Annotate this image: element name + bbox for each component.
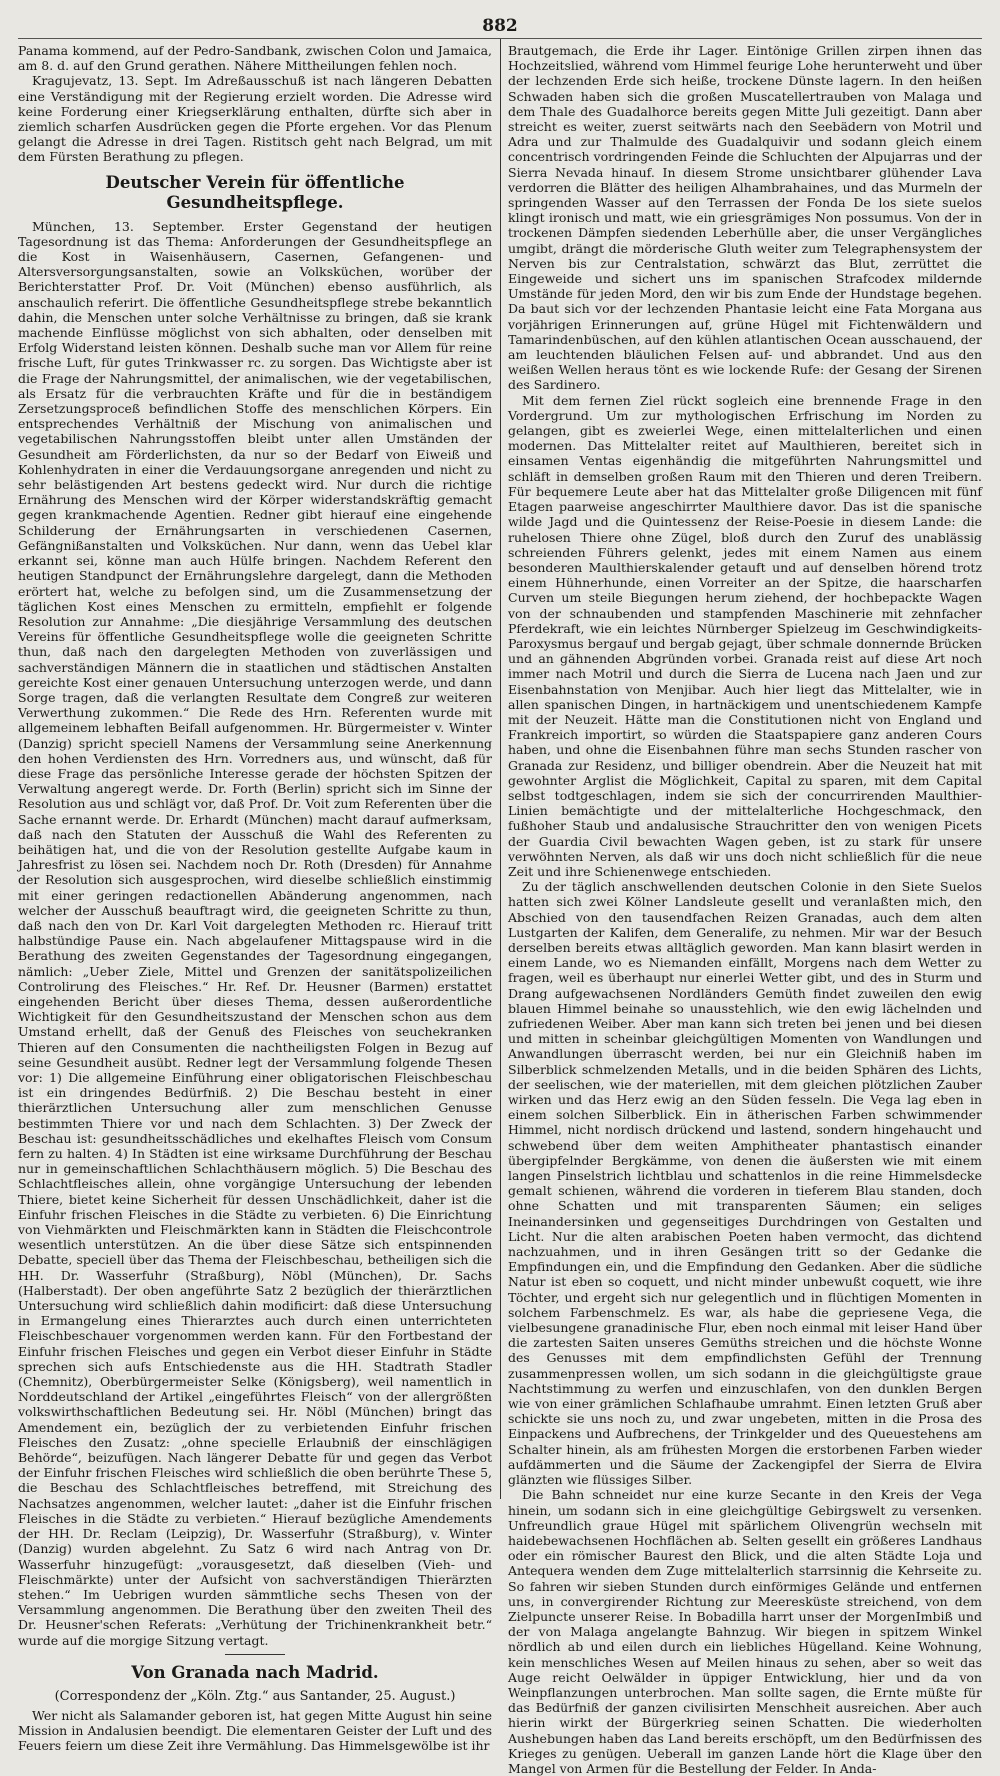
article-paragraph: Zu der täglich anschwellenden deutschen Colonie in den Siete Suelos hatten sich zwei Kölner Landsleute gesellt und veranlaßten mich, den Abschied von den tausendfachen Reizen Granadas, auch dem alten Lustgarten der Kalifen, dem Generalife, zu nehmen. Mir war der Besuch derselben bereits etwas alltäglich geworden. Man kann blasirt werden in einem Lande, wo es Niemanden einfällt, Morgens nach dem Wetter zu fragen, weil es überhaupt nur einerlei Wetter gibt, und des in Sturm und Drang aufgewachsenen Nordländers Gemüth findet zuweilen den ewig blauen Himmel beinahe so unausstehlich, wie den ewig lächelnden und zufriedenen Weiber. Aber man kann sich treten bei jenen und bei diesen und mitten in scheinbar gleichgültigen Momenten von Wandlungen und Anwandlungen überrascht werden, bei nur ein Gleichniß haben im Silberblick schmelzenden Metalls, und in die beiden Sphären des Lichts, der seelischen, wie der materiellen, mit dem gleichen plötzlichen Zauber wirken und das Herz ewig an den Süden fesseln. Die Vega lag eben in einem solchen Silberblick. Ein in ätherischen Farben schwimmender Himmel, nicht nordisch drückend und lastend, sondern hingehaucht und schwebend über dem weiten Amphitheater phantastisch einander übergipfelnder Bergkämme, von denen die äußersten wie mit einem langen Pinselstrich lichtblau und schattenlos in die reine Himmelsdecke gemalt schienen, während die vorderen in tieferem Blau standen, doch ohne Schatten und mit transparenten Säumen; ein seliges Ineinandersinken und gegenseitiges Durchdringen von Gestalten und Licht. Nur die alten arabischen Poeten haben vermocht, das dichtend nachzuahmen, und in ihren Gesängen tritt so der Gedanke die Empfindungen ein, und die Empfindung den Gedanken. Aber die südliche Natur ist eben so coquett, und nicht minder unbewußt coquett, wie ihre Töchter, und ergeht sich nur gelegentlich und in flüchtigen Momenten in solchem Farbenschmelz. Es war, als habe die gepriesene Vega, die vielbesungene granadinische Flur, eben noch einmal mit leiser Hand über die zartesten Saiten unseres Gemüths streichen und die höchste Wonne des Genusses mit dem empfindlichsten Gefühl der Trennung zusammenpressen wollen, um sich sodann in die gleichgültigste graue Nachtstimmung zu werfen und einzuschlafen, von den dunklen Bergen wie von einer grämlichen Schlafhaube umrahmt. Einen letzten Gruß aber schickte sie uns noch zu, und zwar ungebeten, mitten in die Prosa des Einpackens und Aufbrechens, der Trinkgelder und des Queuestehens am Schalter hinein, als am frühesten Morgen die erstorbenen Farben wieder aufdämmerten und die Säume der Zackengipfel der Sierra de Elvira glänzten wie flüssiges Silber. — [508, 879, 982, 1488]
article-paragraph: Brautgemach, die Erde ihr Lager. Eintönige Grillen zirpen ihnen das Hochzeitslied, während vom Himmel feurige Lohe herunterweht und über der lechzenden Erde sich heiße, trockene Dünste lagern. In den heißen Schwaden haben sich die großen Muscatellertrauben von Malaga und dem Thale des Guadalhorce bereits gegen Mitte Juli gezeitigt. Dann aber streicht es weiter, zuerst seitwärts nach den Seebädern von Motril und Adra und zur Thalmulde des Guadalquivir und sodann gleich einem concentrisch vordringenden Feinde die Schluchten der Alpujarras und der Sierra Nevada hinauf. In diesem Strome unsichtbarer glühender Lava verdorren die Blätter des heiligen Alhambrahaines, und das Murmeln der springenden Wasser auf den Terrassen der Fonda De los siete suelos klingt ironisch und matt, wie ein griesgrämiges Non possumus. Von der in trockenen Dämpfen siedenden Leberhülle aber, die unser Vergängliches umgibt, drängt die mörderische Gluth weiter zum Telegraphensystem der Nerven bis zur Centralstation, schwärzt das Blut, zerrüttet die Eingeweide und sichert uns im spanischen Strafcodex mildernde Umstände für jeden Mord, den wir bis zum Ende der Hundstage begehen. Da baut sich vor der lechzenden Phantasie leicht eine Fata Morgana aus vorjährigen Erinnerungen auf, grüne Hügel mit Fichtenwäldern und Tamarindenbüschen, auf den kühlen atlantischen Ocean ausschauend, der am leuchtenden bläulichen Felsen auf- und abbrandet. Und aus den weißen Wellen heraus tönt es wie lockende Rufe: der Gesang der Sirenen des Sardinero. — [508, 43, 982, 393]
section-heading: Von Granada nach Madrid. — [131, 1662, 379, 1682]
column-divider — [500, 39, 501, 1499]
section-heading: Deutscher Verein für öffentliche Gesundheitspflege. — [105, 172, 405, 212]
divider — [225, 1654, 285, 1655]
columns — [18, 38, 982, 1776]
article-paragraph: Mit dem fernen Ziel rückt sogleich eine brennende Frage in den Vordergrund. Um zur mythologischen Erfrischung im Norden zu gelangen, gibt es zweierlei Wege, einen mittelalterlichen und einen modernen. Das Mittelalter reitet auf Maulthieren, bereitet sich in einsamen Ventas eigenhändig die mitgeführten Nahrungsmittel und schläft in demselben großen Raum mit den Thieren und deren Treibern. Für bequemere Leute aber hat das Mittelalter große Diligencen mit fünf Etagen paarweise angeschirrter Maulthiere davor. Das ist die spanische wilde Jagd und die Quintessenz der Reise-Poesie in diesem Lande: die ruhelosen Thiere ohne Zügel, bloß durch den Zuruf des unablässig schreienden Führers gelenkt, jedes mit einem Namen aus einem besonderen Maulthierskalender getauft und auf denselben hörend trotz einem Hühnerhunde, einen Vorreiter an der Spitze, die haarscharfen Curven um steile Biegungen herum ziehend, der hochbepackte Wagen von der schnaubenden und stampfenden Maschinerie mit zehnfacher Pferdekraft, wie ein leichtes Nürnberger Spielzeug im Geschwindigkeits-Paroxysmus bergauf und bergab gejagt, über schmale donnernde Brücken und an gähnenden Abgründen vorbei. Granada reist auf diese Art noch immer nach Motril und durch die Sierra de Lucena nach Jaen und zur Eisenbahnstation von Menjibar. Auch hier liegt das Mittelalter, wie in allen spanischen Dingen, in hartnäckigem und unentschiedenem Kampfe mit der Neuzeit. Hätte man die Constitutionen nicht von England und Frankreich importirt, so würden die Staatspapiere ganz anderen Cours haben, und ohne die Eisenbahnen führe man sechs Stunden rascher von Granada zur Residenz, und billiger obendrein. Aber die Neuzeit hat mit gewohnter Arglist die Möglichkeit, Capital zu sparen, mit dem Capital selbst todtgeschlagen, indem sie sich der concurrirenden Maulthier-Linien bemächtigte und der mittelalterliche Hochgeschmack, den fußhoher Staub und andalusische Strauchritter den von wenigen Picets der Guardia Civil bewachten Wagen geben, ist zu stark für unsere verwöhnten Nerven, als daß wir uns doch nicht schließlich für die neue Zeit und ihre Schienenwege entschieden. — [508, 392, 982, 879]
right-column — [508, 39, 982, 1776]
article-paragraph: München, 13. September. Erster Gegenstand der heutigen Tagesordnung ist das Thema: Anforderungen der Gesundheitspflege an die Kost in Waisenhäusern, Casernen, Gefangenen- und Altersversorgungsanstalten, sowie an Volksküchen, worüber der Berichterstatter Prof. Dr. Voit (München) ebenso ausführlich, als anschaulich referirt. Die öffentliche Gesundheitspflege strebe bekanntlich dahin, die Menschen unter solche Verhältnisse zu bringen, daß sie krank machende Einflüsse möglichst von sich abhalten, oder denselben mit Erfolg Widerstand leisten können. Deshalb suche man vor Allem für reine frische Luft, für gutes Trinkwasser rc. zu sorgen. Das Wichtigste aber ist die Frage der Nahrungsmittel, der animalischen, wie der vegetabilischen, als Ersatz für die verbrauchten Kräfte und für die in beständigem Zersetzungsproceß befindlichen Stoffe des menschlichen Körpers. Ein entsprechendes Verhältniß der Mischung von animalischen und vegetabilischen Nahrungsstoffen bleibt unter allen Umständen der Gesundheit am Förderlichsten, da nur so der Bedarf von Eiweiß und Kohlenhydraten in einer die Verdauungsorgane anregenden und nicht zu sehr belästigenden Art bestens gedeckt wird. Nur durch die richtige Ernährung des Menschen wird der Körper widerstandskräftig gemacht gegen krankmachende Agentien. Redner gibt hierauf eine eingehende Schilderung der Ernährungsarten in verschiedenen Casernen, Gefängnißanstalten und Volksküchen. Nur dann, wenn das Uebel klar erkannt sei, könne man auch Hülfe bringen. Nachdem Referent den heutigen Standpunct der Ernährungslehre dargelegt, dann die Methoden erörtert hat, welche zu befolgen sind, um die Zusammensetzung der täglichen Kost eines Menschen zu ermitteln, empfiehlt er folgende Resolution zur Annahme: „Die diesjährige Versammlung des deutschen Vereins für öffentliche Gesundheitspflege wolle die geeigneten Schritte thun, daß nach den dargelegten Methoden von zuverlässigen und sachverständigen Männern die in staatlichen und städtischen Anstalten gereichte Kost einer genauen Untersuchung unterzogen werde, und dann Sorge tragen, daß die verlangten Resultate dem Congreß zur weiteren Verwerthung zukommen.“ Die Rede des Hrn. Referenten wurde mit allgemeinem lebhaften Beifall aufgenommen. Hr. Bürgermeister v. Winter (Danzig) spricht speciell Namens der Versammlung seine Anerkennung den hohen Verdiensten des Hrn. Vorredners aus, und wünscht, daß für diese Frage das persönliche Interesse gerade der höchsten Spitzen der Verwaltung angeregt werde. Dr. Forth (Berlin) spricht sich im Sinne der Resolution aus und schlägt vor, daß Prof. Dr. Voit zum Referenten über die Sache ernannt werde. Dr. Erhardt (München) macht darauf aufmerksam, daß nach den Statuten der Ausschuß die Wahl des Referenten zu beihätigen hat, und die von der Resolution gestellte Aufgabe kaum in Jahresfrist zu lösen sei. Nachdem noch Dr. Roth (Dresden) für Annahme der Resolution sich ausgesprochen, wird dieselbe schließlich einstimmig mit einer geringen redactionellen Abänderung angenommen, nach welcher der Ausschuß beauftragt wird, die geeigneten Schritte zu thun, daß nach den von Dr. Karl Voit dargelegten Methoden rc. Hierauf tritt halbstündige Pause ein. Nach abgelaufener Mittagspause wird in die Berathung des zweiten Gegenstandes der Tagesordnung eingegangen, nämlich: „Ueber Ziele, Mittel und Grenzen der sanitätspolizeilichen Controlirung des Fleisches.“ Hr. Ref. Dr. Heusner (Barmen) erstattet eingehenden Bericht über dieses Thema, dessen außerordentliche Wichtigkeit für den Gesundheitszustand der Menschen schon aus dem Umstand erhellt, daß der Genuß des Fleisches von seuchekranken Thieren auf den Consumenten die nachtheiligsten Folgen in Bezug auf seine Gesundheit ausübt. Redner legt der Versammlung folgende Thesen vor: 1) Die allgemeine Einführung einer obligatorischen Fleischbeschau ist ein dringendes Bedürfniß. 2) Die Beschau besteht in einer thierärztlichen Untersuchung aller zum menschlichen Genusse bestimmten Thiere vor und nach dem Schlachten. 3) Der Zweck der Beschau ist: gesundheitsschädliches und ekelhaftes Fleisch vom Consum fern zu halten. 4) In Städten ist eine wirksame Durchführung der Beschau nur in gemeinschaftlichen Schlachthäusern möglich. 5) Die Beschau des Schlachtfleisches allein, ohne vorgängige Untersuchung der lebenden Thiere, bietet keine Sicherheit für dessen Unschädlichkeit, daher ist die Einfuhr frischen Fleisches in die Städte zu verbieten. 6) Die Einrichtung von Viehmärkten und Fleischmärkten kann in Städten die Fleischcontrole wesentlich unterstützen. An die über diese Sätze sich entspinnenden Debatte, speciell über das Thema der Fleischbeschau, betheiligen sich die HH. Dr. Wasserfuhr (Straßburg), Nöbl (München), Dr. Sachs (Halberstadt). Der oben angeführte Satz 2 bezüglich der thierärztlichen Untersuchung wird schließlich dahin modificirt: daß diese Untersuchung in Ermangelung eines Thierarztes auch durch einen unterrichteten Fleischbeschauer vorgenommen werden kann. Für den Fortbestand der Einfuhr frischen Fleisches und gegen ein Verbot dieser Einfuhr in Städte sprechen sich aufs Entschiedenste aus die HH. Stadtrath Stadler (Chemnitz), Oberbürgermeister Selke (Königsberg), weil namentlich in Norddeutschland der Artikel „eingeführtes Fleisch“ von der allergrößten volkswirthschaftlichen Bedeutung sei. Hr. Nöbl (München) bringt das Amendement ein, bezüglich der zu verbietenden Einfuhr frischen Fleisches den Zusatz: „ohne specielle Erlaubniß der einschlägigen Behörde“, beizufügen. Nach längerer Debatte für und gegen das Verbot der Einfuhr frischen Fleisches wird schließlich die oben berührte These 5, die Beschau des Schlachtfleisches betreffend, mit Streichung des Nachsatzes angenommen, welcher lautet: „daher ist die Einfuhr frischen Fleisches in die Städte zu verbieten.“ Hierauf bezügliche Amendements der HH. Dr. Reclam (Leipzig), Dr. Wasserfuhr (Straßburg), v. Winter (Danzig) wurden abgelehnt. Zu Satz 6 wird nach Antrag von Dr. Wasserfuhr hinzugefügt: „vorausgesetzt, daß dieselben (Vieh- und Fleischmärkte) unter der Aufsicht von sachverständigen Thierärzten stehen.“ Im Uebrigen wurden sämmtliche sechs Thesen von der Versammlung angenommen. Die Berathung über den zweiten Theil des Dr. Heusner'schen Referats: „Verhütung der Trichinenkrankheit betr.“ wurde auf die morgige Sitzung vertagt. — [18, 218, 492, 1648]
left-column — [18, 39, 492, 1754]
article-paragraph: Panama kommend, auf der Pedro-Sandbank, zwischen Colon und Jamaica, am 8. d. auf den Grund gerathen. Nähere Mittheilungen fehlen noch. — [18, 43, 492, 74]
article-paragraph: Die Bahn schneidet nur eine kurze Secante in den Kreis der Vega hinein, um sodann sich in eine gleichgültige Gebirgswelt zu versenken. Unfreundlich graue Hügel mit spärlichem Olivengrün wechseln mit haidebewachsenen Hochflächen ab. Selten gesellt ein größeres Landhaus oder ein römischer Baurest den Blick, und die alten Städte Loja und Antequera wenden dem Zuge mittelalterlich starrsinnig die Kehrseite zu. So fahren wir sieben Stunden durch einförmiges Gelände und entfernen uns, in convergirender Richtung zur Meeresküste streichend, von dem Zielpuncte unserer Reise. In Bobadilla harrt unser der MorgenImbiß und der von Malaga angelangte Bahnzug. Wir biegen in spitzem Winkel nördlich ab und eilen durch ein liebliches Hügelland. Keine Wohnung, kein menschliches Wesen auf Meilen hinaus zu sehen, aber so weit das Auge reicht Oelwälder in üppiger Entwicklung, hier und da von Weinpflanzungen unterbrochen. Man sollte sagen, die Ernte müßte für das Bedürfniß der ganzen civilisirten Menschheit ausreichen. Aber auch hierin wirkt der Bürgerkrieg seinen Schatten. Die wiederholten Aushebungen haben das Land bereits erschöpft, um den Bedürfnissen des Krieges zu genügen. Ueberall im ganzen Lande hört die Klage über den Mangel von Armen für die Bestellung der Felder. In Anda- — [508, 1487, 982, 1776]
page-number: 882 — [482, 16, 518, 36]
article-paragraph: Kragujevatz, 13. Sept. Im Adreßausschuß ist nach längeren Debatten eine Verständigung mit der Regierung erzielt worden. Die Adresse wird keine Forderung einer Kriegserklärung enthalten, dürfte sich aber in ziemlich scharfen Ausdrücken gegen die Pforte ergehen. Vor das Plenum gelangt die Adresse in drei Tagen. Ristitsch geht nach Belgrad, um mit dem Fürsten Berathung zu pflegen. — [18, 73, 492, 165]
article-paragraph: Wer nicht als Salamander geboren ist, hat gegen Mitte August hin seine Mission in Andalusien beendigt. Die elementaren Geister der Luft und des Feuers feiern um diese Zeit ihre Vermählung. Das Himmelsgewölbe ist ihr — [18, 1707, 492, 1754]
section-subheading: (Correspondenz der „Köln. Ztg.“ aus Santander, 25. August.) — [54, 1688, 456, 1704]
